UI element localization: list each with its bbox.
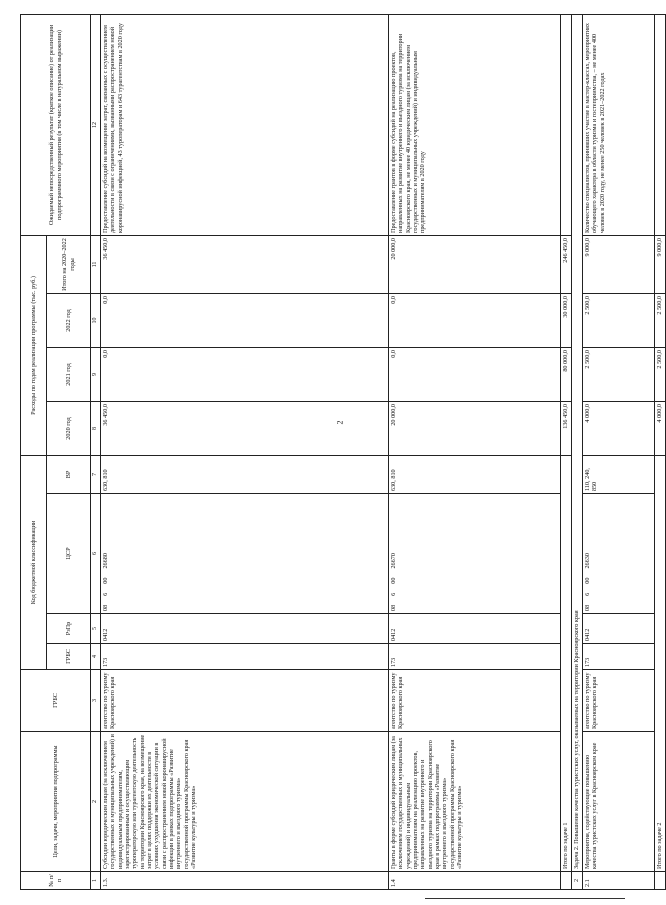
row-result: Предоставление субсидий на возмещение затрат, связанных с осуществлением деятельности в связи с ограничениями, вызванными распространением новой коронавирусной инфекцией, 43 туроператорам и 643 турагентствам в 2020 году [101,14,389,235]
row-csr: 0860026670 [389,494,561,614]
header-no: № п/п [21,872,91,890]
total-no [655,872,666,890]
index-cell: 12 [91,14,101,235]
task-row [572,14,583,889]
index-cell: 6 [91,494,101,614]
index-cell: 11 [91,235,101,293]
total-result [655,14,666,235]
row-grbs: агентство по туризму Красноярского края [583,670,655,732]
header-csr: ЦСР [47,494,91,614]
page-number: 2 [335,420,345,425]
table-row [583,14,655,889]
index-cell: 7 [91,456,101,494]
total-2022: 30 000,0 [561,294,572,348]
total-2021: 2 500,0 [655,348,666,402]
row-2022: 0,0 [101,294,389,348]
index-cell: 8 [91,402,101,456]
row-2020: 4 000,0 [583,402,655,456]
total-2020: 136 450,0 [561,402,572,456]
row-vr: 630, 810 [389,456,561,494]
header-total: Итого на 2020–2022 годы [47,235,91,293]
header-2022: 2022 год [47,294,91,348]
row-2022: 0,0 [389,294,561,348]
total-label: Итого по задаче 2 [655,456,666,872]
row-vr: 110, 240, 850 [583,456,655,494]
row-rzpr: 0412 [101,614,389,644]
rotated-page [20,15,664,890]
row-total: 20 000,0 [389,235,561,293]
total-2020: 4 000,0 [655,402,666,456]
header-result: Ожидаемый непосредственный результат (краткое описание) от реализации подпрограммного мероприятия (в том числе в натуральном выражении) [21,14,91,235]
row-2022: 2 500,0 [583,294,655,348]
bottom-rule [425,898,625,899]
index-cell: 3 [91,670,101,732]
header-goal: Цели, задачи, мероприятия подпрограммы [21,732,91,872]
row-rzpr: 0412 [583,614,655,644]
total-sum: 9 000,0 [655,235,666,293]
row-no: 1.4 [389,872,561,890]
row-name: Субсидии юридическим лицам (за исключением государственных и муниципальных учреждений) и индивидуальным предпринимателям, зарегистрированным и осуществляющим туроператорскую или турагентскую деятельность на территории Красноярского края, на возмещение затрат в целях поддержки их деятельности в условиях ухудшения экономической ситуации в связи с распространением новой коронавирусной инфекции в рамках подпрограммы «Развитие внутреннего и въездного туризма» государственной программы Красноярского края «Развитие культуры и туризма» [101,732,389,872]
total-no [561,872,572,890]
row-grbs-code: 173 [389,644,561,670]
row-total: 9 000,0 [583,235,655,293]
row-no: 2.1 [583,872,655,890]
row-2021: 2 500,0 [583,348,655,402]
header-rzpr: РзПр [47,614,91,644]
index-cell: 9 [91,348,101,402]
row-grbs-code: 173 [583,644,655,670]
index-row [91,14,101,889]
total-row [655,14,666,889]
index-cell: 10 [91,294,101,348]
table-row [389,14,561,889]
task-no: 2 [572,872,583,890]
row-grbs: агентство по туризму Красноярского края [389,670,561,732]
index-cell: 5 [91,614,101,644]
total-label: Итого по задаче 1 [561,456,572,872]
row-vr: 630, 810 [101,456,389,494]
program-table [20,14,666,890]
total-2022: 2 500,0 [655,294,666,348]
row-grbs-code: 173 [101,644,389,670]
row-csr: 0860026680 [101,494,389,614]
row-result: Предоставление грантов в форме субсидий на реализацию проектов, направленных на развитие внутреннего и въездного туризма на территории Красноярского края, не менее 40 юридическим лицам (за исключением государственных и муниципальных учреждений) и индивидуальным предпринимателям в 2020 году [389,14,561,235]
row-rzpr: 0412 [389,614,561,644]
total-row [561,14,572,889]
row-no: 1.3. [101,872,389,890]
header-kbk-group: Код бюджетной классификации [21,456,47,670]
header-grbs: ГРБС [21,670,91,732]
total-sum: 246 450,0 [561,235,572,293]
index-cell: 2 [91,732,101,872]
row-name: Мероприятия, содействующие повышению качества туристских услуг в Красноярском крае [583,732,655,872]
row-2020: 36 450,0 [101,402,389,456]
header-vr: ВР [47,456,91,494]
table-row [101,14,389,889]
row-csr: 0860026630 [583,494,655,614]
header-2021: 2021 год [47,348,91,402]
index-cell: 4 [91,644,101,670]
index-cell: 1 [91,872,101,890]
row-2021: 0,0 [101,348,389,402]
row-2020: 20 000,0 [389,402,561,456]
row-result: Количество специалистов, принявших участие в мастер-классах, мероприятиях обучающего характера в области туризма и гостеприимства, – не менее 400 человек в 2020 году, не менее 250 человек в 2021–2022 годах [583,14,655,235]
row-2021: 0,0 [389,348,561,402]
total-result [561,14,572,235]
task-label: Задача 2. Повышение качества туристских услуг, оказываемых на территории Красноярского края [572,14,583,871]
row-total: 36 450,0 [101,235,389,293]
row-grbs: агентство по туризму Красноярского края [101,670,389,732]
total-2021: 80 000,0 [561,348,572,402]
header-2020: 2020 год [47,402,91,456]
header-grbs-code: ГРБС [47,644,91,670]
header-expenses-group: Расходы по годам реализации программы (тыс. руб.) [21,235,47,455]
row-name: Гранты в форме субсидий юридическим лицам (за исключением государственных и муниципальных учреждений) и индивидуальным предпринимателям на реализацию проектов, направленных на развитие внутреннего и въездного туризма на территории Красноярского края в рамках подпрограммы «Развитие внутреннего и въездного туризма» государственной программы Красноярского края «Развитие культуры и туризма» [389,732,561,872]
